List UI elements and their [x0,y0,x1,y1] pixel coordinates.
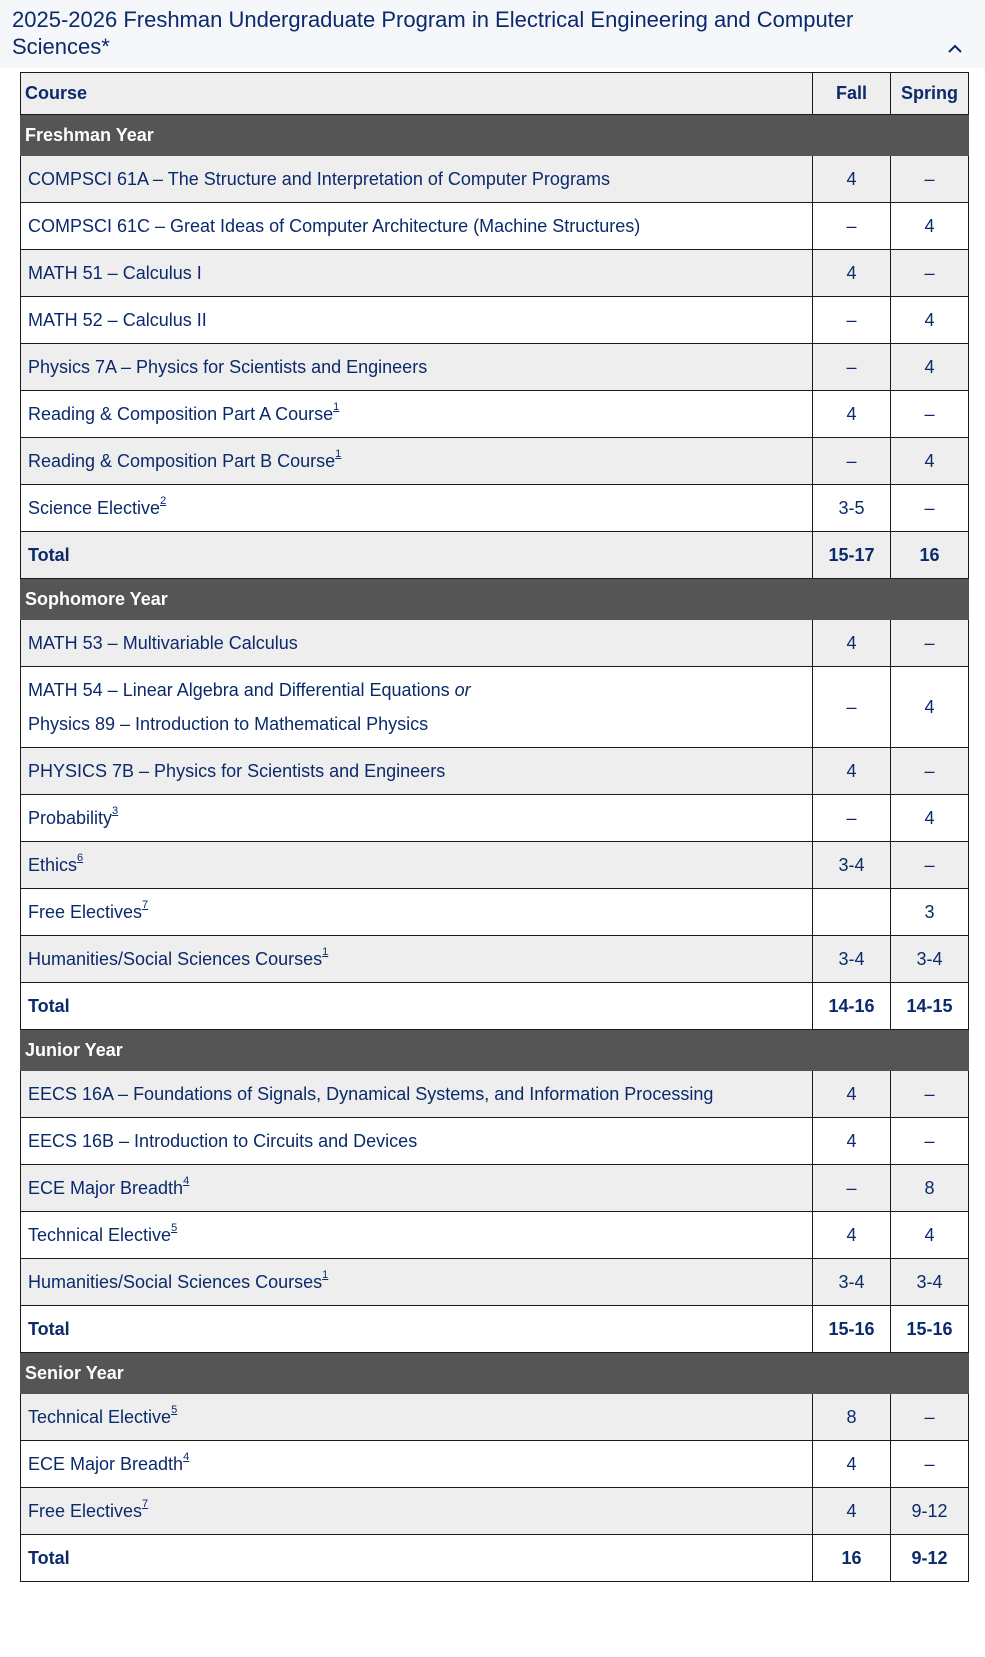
table-row [21,1394,969,1441]
total-fall-units: 16 [813,1535,891,1582]
course-cell [21,297,813,344]
page-title: 2025-2026 Freshman Undergraduate Program in Electrical Engineering and Computer Sciences* [12,7,854,59]
course-cell [21,842,813,889]
course-cell [21,1259,813,1306]
spring-units: 4 [891,438,969,485]
spring-units: – [891,1441,969,1488]
table-row [21,297,969,344]
fall-units: 4 [813,1071,891,1118]
course-cell [21,485,813,532]
course-link[interactable]: COMPSCI 61A – The Structure and Interpretation of Computer Programs [28,168,610,189]
fall-units: 4 [813,250,891,297]
table-row [21,250,969,297]
fall-units: – [813,1165,891,1212]
spring-units: – [891,250,969,297]
column-header-course: Course [21,73,813,115]
total-fall-units: 15-16 [813,1306,891,1353]
footnote-link[interactable]: 6 [77,851,84,864]
spring-units: 9-12 [891,1488,969,1535]
course-cell [21,156,813,203]
fall-units: 4 [813,1212,891,1259]
footnote-link[interactable]: 7 [142,1497,149,1510]
course-cell [21,438,813,485]
year-header-row [21,1353,969,1394]
total-label: Total [21,1306,813,1353]
table-row [21,156,969,203]
or-connector: or [454,680,471,700]
course-cell [21,344,813,391]
total-spring-units: 16 [891,532,969,579]
spring-units: 3-4 [891,936,969,983]
course-cell [21,391,813,438]
course-link[interactable]: Ethics [28,854,78,875]
fall-units: – [813,344,891,391]
course-link[interactable]: Probability [28,807,113,828]
fall-units: 3-4 [813,1259,891,1306]
spring-units: – [891,1071,969,1118]
course-link[interactable]: Reading & Composition Part B Course [28,450,336,471]
course-link[interactable]: Reading & Composition Part A Course [28,403,334,424]
spring-units: 4 [891,297,969,344]
table-row [21,1488,969,1535]
total-row [21,983,969,1030]
table-row [21,1259,969,1306]
spring-units: – [891,391,969,438]
spring-units: 4 [891,795,969,842]
table-row [21,391,969,438]
table-row [21,842,969,889]
spring-units: 4 [891,667,969,748]
course-link[interactable]: Humanities/Social Sciences Courses [28,948,323,969]
fall-units: – [813,297,891,344]
footnote-link[interactable]: 4 [183,1174,190,1187]
year-header: Senior Year [21,1353,969,1394]
course-cell [21,620,813,667]
spring-units: – [891,1394,969,1441]
spring-units: – [891,748,969,795]
course-link[interactable]: MATH 51 – Calculus I [28,262,202,283]
footnote-link[interactable]: 5 [171,1403,178,1416]
course-cell [21,1118,813,1165]
total-row [21,1306,969,1353]
spring-units: 8 [891,1165,969,1212]
spring-units: – [891,842,969,889]
footnote-link[interactable]: 4 [183,1450,190,1463]
fall-units: 4 [813,1118,891,1165]
spring-units: 4 [891,344,969,391]
course-link[interactable]: Technical Elective [28,1224,172,1245]
spring-units: – [891,485,969,532]
course-link[interactable]: MATH 54 – Linear Algebra and Differential Equations [28,680,450,700]
table-row [21,438,969,485]
course-link[interactable]: MATH 53 – Multivariable Calculus [28,632,298,653]
fall-units: – [813,438,891,485]
course-cell [21,667,813,748]
fall-units: 4 [813,748,891,795]
table-row [21,620,969,667]
course-cell [21,936,813,983]
footnote-link[interactable]: 1 [322,1268,329,1281]
chevron-up-icon[interactable] [947,44,963,54]
total-spring-units: 15-16 [891,1306,969,1353]
course-cell [21,748,813,795]
total-row [21,532,969,579]
course-link[interactable]: ECE Major Breadth [28,1453,184,1474]
total-label: Total [21,983,813,1030]
table-row [21,1071,969,1118]
column-header-fall: Fall [813,73,891,115]
spring-units: – [891,1118,969,1165]
table-row [21,203,969,250]
table-header-row [21,73,969,115]
fall-units: 4 [813,156,891,203]
footnote-link[interactable]: 1 [333,400,340,413]
year-header: Junior Year [21,1030,969,1071]
table-row [21,1118,969,1165]
course-cell [21,1071,813,1118]
course-cell [21,889,813,936]
course-cell [21,1441,813,1488]
course-link[interactable]: Physics 7A – Physics for Scientists and Engineers [28,356,428,377]
course-cell [21,1212,813,1259]
total-row [21,1535,969,1582]
course-cell [21,1394,813,1441]
total-label: Total [21,1535,813,1582]
table-row [21,667,969,748]
course-link[interactable]: ECE Major Breadth [28,1177,184,1198]
total-spring-units: 14-15 [891,983,969,1030]
spring-units: 3-4 [891,1259,969,1306]
spring-units: – [891,620,969,667]
course-link[interactable]: Technical Elective [28,1406,172,1427]
course-cell [21,1488,813,1535]
fall-units: 4 [813,1441,891,1488]
footnote-link[interactable]: 7 [142,898,149,911]
total-label: Total [21,532,813,579]
column-header-spring: Spring [891,73,969,115]
spring-units: 4 [891,1212,969,1259]
footnote-link[interactable]: 1 [335,447,342,460]
spring-units: 4 [891,203,969,250]
footnote-link[interactable]: 5 [171,1221,178,1234]
course-link[interactable]: PHYSICS 7B – Physics for Scientists and Engineers [28,760,446,781]
fall-units: 4 [813,620,891,667]
year-header-row [21,115,969,156]
course-link[interactable]: EECS 16A – Foundations of Signals, Dynamical Systems, and Information Processing [28,1083,714,1104]
course-cell [21,250,813,297]
table-row [21,344,969,391]
fall-units: – [813,795,891,842]
year-header: Freshman Year [21,115,969,156]
course-link[interactable]: MATH 52 – Calculus II [28,309,207,330]
table-row [21,748,969,795]
fall-units: – [813,667,891,748]
fall-units [813,889,891,936]
total-fall-units: 14-16 [813,983,891,1030]
accordion-header[interactable] [0,0,985,68]
table-row [21,889,969,936]
curriculum-table [20,72,969,1582]
course-link[interactable]: COMPSCI 61C – Great Ideas of Computer Architecture (Machine Structures) [28,215,641,236]
table-row [21,1212,969,1259]
total-fall-units: 15-17 [813,532,891,579]
course-link[interactable]: Free Electives [28,901,143,922]
table-row [21,936,969,983]
year-header-row [21,579,969,620]
course-link[interactable]: EECS 16B – Introduction to Circuits and Devices [28,1130,418,1151]
year-header: Sophomore Year [21,579,969,620]
fall-units: 4 [813,391,891,438]
course-link[interactable]: Free Electives [28,1500,143,1521]
footnote-link[interactable]: 2 [160,494,167,507]
year-header-row [21,1030,969,1071]
fall-units: 4 [813,1488,891,1535]
fall-units: – [813,203,891,250]
fall-units: 3-4 [813,842,891,889]
spring-units: 3 [891,889,969,936]
table-row [21,485,969,532]
spring-units: – [891,156,969,203]
fall-units: 8 [813,1394,891,1441]
table-body [21,115,969,1582]
course-link[interactable]: Humanities/Social Sciences Courses [28,1271,323,1292]
fall-units: 3-4 [813,936,891,983]
total-spring-units: 9-12 [891,1535,969,1582]
table-row [21,1165,969,1212]
course-link-alt[interactable]: Physics 89 – Introduction to Mathematical Physics [28,714,429,734]
course-cell [21,795,813,842]
course-cell [21,1165,813,1212]
course-link[interactable]: Science Elective [28,497,161,518]
fall-units: 3-5 [813,485,891,532]
footnote-link[interactable]: 1 [322,945,329,958]
course-cell [21,203,813,250]
table-row [21,1441,969,1488]
footnote-link[interactable]: 3 [112,804,119,817]
table-row [21,795,969,842]
